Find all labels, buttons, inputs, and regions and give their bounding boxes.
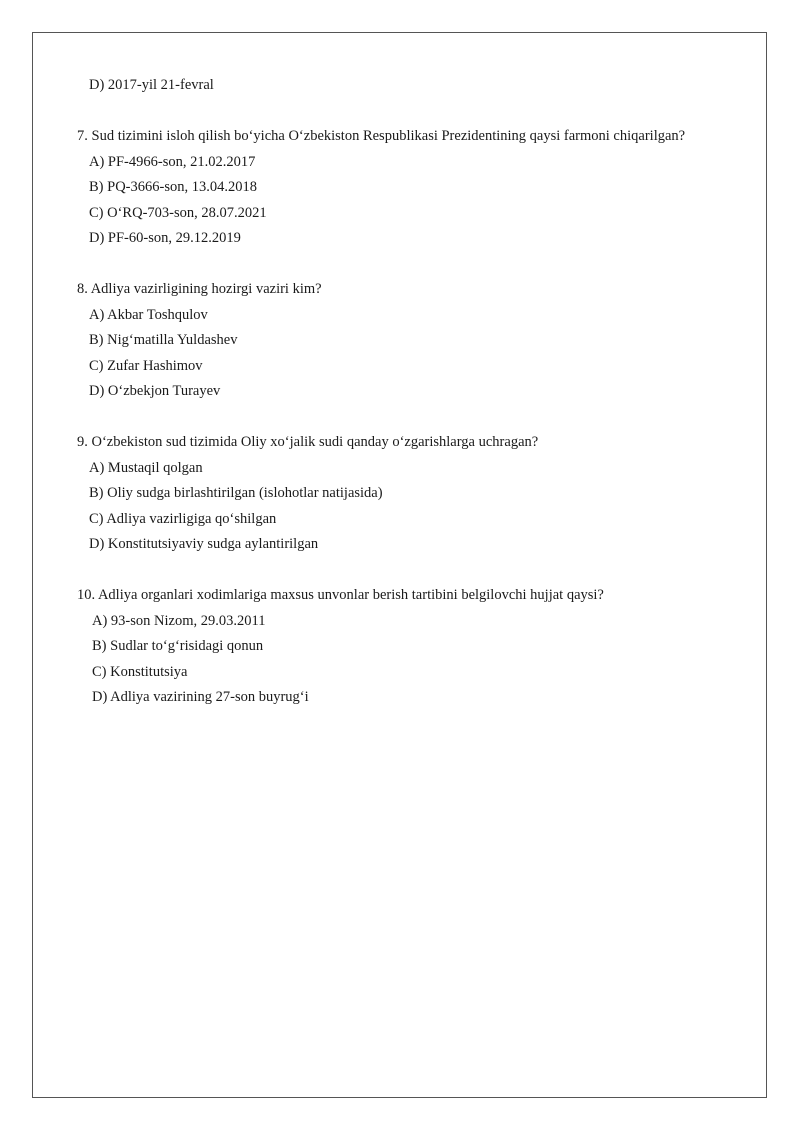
question-7-option-c: C) O‘RQ-703-son, 28.07.2021	[89, 205, 267, 221]
question-10-option-c: C) Konstitutsiya	[92, 664, 188, 680]
question-10-text: 10. Adliya organlari xodimlariga maxsus unvonlar berish tartibini belgilovchi hujjat qaysi?	[77, 587, 604, 603]
question-8-option-a: A) Akbar Toshqulov	[89, 307, 208, 323]
document-page	[32, 32, 767, 1098]
question-10-option-d: D) Adliya vazirining 27-son buyrug‘i	[92, 689, 309, 705]
question-8-text: 8. Adliya vazirligining hozirgi vaziri kim?	[77, 281, 322, 297]
question-7-option-b: B) PQ-3666-son, 13.04.2018	[89, 179, 257, 195]
question-10-option-b: B) Sudlar to‘g‘risidagi qonun	[92, 638, 264, 654]
question-10-option-a: A) 93-son Nizom, 29.03.2011	[92, 613, 266, 629]
question-9-option-d: D) Konstitutsiyaviy sudga aylantirilgan	[89, 536, 319, 552]
question-7-option-a: A) PF-4966-son, 21.02.2017	[89, 154, 256, 170]
question-8-option-c: C) Zufar Hashimov	[89, 358, 203, 374]
question-7-text: 7. Sud tizimini isloh qilish bo‘yicha O‘zbekiston Respublikasi Prezidentining qaysi farmoni chiqarilgan?	[77, 128, 686, 144]
page-content	[33, 33, 766, 1097]
question-9-option-b: B) Oliy sudga birlashtirilgan (islohotlar natijasida)	[89, 485, 383, 501]
question-9-text: 9. O‘zbekiston sud tizimida Oliy xo‘jalik sudi qanday o‘zgarishlarga uchragan?	[77, 434, 539, 450]
question-9-option-c: C) Adliya vazirligiga qo‘shilgan	[89, 511, 277, 527]
question-7-option-d: D) PF-60-son, 29.12.2019	[89, 230, 241, 246]
question-8-option-b: B) Nig‘matilla Yuldashev	[89, 332, 238, 348]
question-9-option-a: A) Mustaqil qolgan	[89, 460, 203, 476]
prev-question-option-d: D) 2017-yil 21-fevral	[89, 77, 214, 93]
question-8-option-d: D) O‘zbekjon Turayev	[89, 383, 221, 399]
